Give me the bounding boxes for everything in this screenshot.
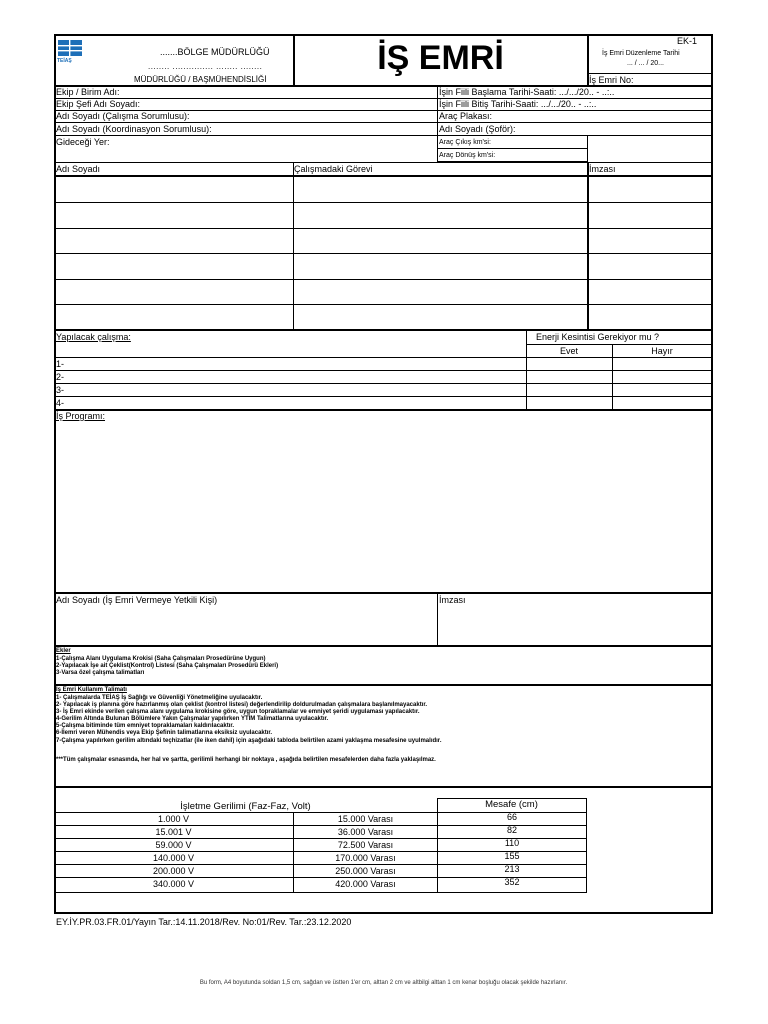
instruction-item: 2- Yapılacak iş planına göre hazırlanmış olan çeklist (kontrol listesi) değerlendirilip doldurulmadan çalışmalara başlanılmayacaktır. xyxy=(56,702,428,708)
energy-yes-label: Evet xyxy=(559,346,578,356)
form-border-right xyxy=(711,34,713,913)
work-item-2: 2- xyxy=(56,372,65,382)
start-datetime-label: İşin Fiili Başlama Tarihi-Saati: .../.../20.. - ..:.. xyxy=(439,87,615,97)
voltage-from: 140.000 V xyxy=(152,853,195,863)
team-col-name: Adı Soyadı xyxy=(56,164,101,174)
voltage-from: 59.000 V xyxy=(155,840,192,850)
instructions-label: İş Emri Kullanım Talimatı xyxy=(56,687,127,693)
team-row xyxy=(54,279,712,280)
distance-cm: 213 xyxy=(504,864,520,874)
instruction-item: 4-Gerilim Altında Bulunan Bölümlere Yakın Çalışmalar yapılırken YTİM Talimatlarına uyulacaktır. xyxy=(56,716,329,722)
vehicle-plate-label: Araç Plakası: xyxy=(439,111,493,121)
team-row xyxy=(54,304,712,305)
driver-name-label: Adı Soyadı (Şoför): xyxy=(439,124,516,134)
instruction-item: 5-Çalışma bitiminde tüm emniyet topraklamaları kaldırılacaktır. xyxy=(56,723,235,729)
km-out-label: Araç Çıkış km'si: xyxy=(439,139,491,146)
voltage-header: İşletme Gerilimi (Faz-Faz, Volt) xyxy=(180,801,311,812)
page-footer-note: Bu form, A4 boyutunda soldan 1,5 cm, sağdan ve üstten 1'er cm, alttan 2 cm ve altbilgi alttan 1 cm kenar boşluğu olacak şekilde hazırlanır. xyxy=(199,980,568,986)
header-no-line xyxy=(587,73,712,74)
team-col-sign: İmzası xyxy=(589,164,616,174)
attachment-item: 1-Çalışma Alanı Uygulama Krokisi (Saha Çalışmaları Prosedürüne Uygun) xyxy=(56,656,266,662)
team-unit-label: Ekip / Birim Adı: xyxy=(56,87,120,97)
voltage-to: 420.000 Varası xyxy=(335,879,396,889)
voltage-to: 36.000 Varası xyxy=(337,827,394,837)
org-dots: ........ ............... ........ ........ xyxy=(148,62,263,71)
date-label: İş Emri Düzenleme Tarihi xyxy=(602,50,680,57)
distance-cm: 352 xyxy=(504,877,520,887)
work-item-3: 3- xyxy=(56,385,65,395)
work-order-no-label: İş Emri No: xyxy=(589,75,634,85)
work-item-4: 4- xyxy=(56,398,65,408)
form-border-bottom xyxy=(54,912,713,914)
team-col-role: Çalışmadaki Görevi xyxy=(294,164,373,174)
team-row xyxy=(54,228,712,229)
attachment-item: 3-Varsa özel çalışma talimatları xyxy=(56,670,145,676)
authority-sign-label: İmzası xyxy=(439,595,466,605)
form-border-top xyxy=(54,34,713,36)
document-code: EY.İY.PR.03.FR.01/Yayın Tar.:14.11.2018/Rev. No:01/Rev. Tar.:23.12.2020 xyxy=(56,917,352,927)
info-divider xyxy=(437,86,438,162)
distance-header: Mesafe (cm) xyxy=(485,799,538,810)
coordination-responsible-label: Adı Soyadı (Koordinasyon Sorumlusu): xyxy=(56,124,212,134)
end-datetime-label: İşin Fiili Bitiş Tarihi-Saati: .../.../20.. - ..:.. xyxy=(439,99,597,109)
form-code: EK-1 xyxy=(677,36,698,46)
org-line-1: .......BÖLGE MÜDÜRLÜĞÜ xyxy=(160,47,270,57)
instruction-item: 7-Çalışma yapılırken gerilim altındaki teçhizatlar (ile iken dahil) için aşağıdaki tabloda belirtilen azami yaklaşma mesafesine uyulmalıdır. xyxy=(56,738,442,744)
destination-label: Gideceği Yer: xyxy=(56,137,110,147)
voltage-from: 1.000 V xyxy=(157,814,190,824)
program-label: İş Programı: xyxy=(56,411,106,421)
voltage-to: 250.000 Varası xyxy=(335,866,396,876)
logo-text: TEİAŞ xyxy=(57,58,72,64)
instruction-note: ***Tüm çalışmalar esnasında, her hal ve şartta, gerilimli herhangi bir noktaya , aşağıda belirtilen mesafelerden daha fazla yaklaşılmaz. xyxy=(56,757,436,763)
instruction-item: 6-İlemri veren Mühendis veya Ekip Şefinin talimatlarına eksiksiz uyulacaktır. xyxy=(56,730,273,736)
voltage-to: 15.000 Varası xyxy=(337,814,394,824)
voltage-from: 200.000 V xyxy=(152,866,195,876)
date-value: ... / ... / 20... xyxy=(627,60,664,67)
voltage-from: 15.001 V xyxy=(155,827,192,837)
distance-cm: 110 xyxy=(504,838,520,848)
work-item-1: 1- xyxy=(56,359,65,369)
page-title: İŞ EMRİ xyxy=(377,39,504,77)
work-responsible-label: Adı Soyadı (Çalışma Sorumlusu): xyxy=(56,111,190,121)
instruction-item: 1- Çalışmalarda TEİAŞ İş Sağlığı ve Güvenliği Yönetmeliğine uyulacaktır. xyxy=(56,695,263,701)
team-row xyxy=(54,253,712,254)
distance-cm: 82 xyxy=(506,825,517,835)
work-label: Yapılacak çalışma: xyxy=(56,332,131,342)
authority-name-label: Adı Soyadı (İş Emri Vermeye Yetkili Kişi) xyxy=(56,595,218,605)
distance-cm: 66 xyxy=(506,812,517,822)
attachments-label: Ekler xyxy=(56,648,71,654)
team-row xyxy=(54,202,712,203)
voltage-to: 170.000 Varası xyxy=(335,853,396,863)
energy-no-label: Hayır xyxy=(651,346,673,356)
team-chief-label: Ekip Şefi Adı Soyadı: xyxy=(56,99,141,109)
instruction-item: 3- İş Emri ekinde verilen çalışma alanı uygulama krokisine göre, uygun topraklamalar ve emniyet şeridi uygulaması yapılacaktır. xyxy=(56,709,420,715)
km-in-label: Araç Dönüş km'si: xyxy=(439,152,496,159)
voltage-to: 72.500 Varası xyxy=(337,840,394,850)
distance-cm: 155 xyxy=(504,851,520,861)
energy-question: Enerji Kesintisi Gerekiyor mu ? xyxy=(536,332,660,342)
org-line-2: MÜDÜRLÜĞÜ / BAŞMÜHENDİSLİĞİ xyxy=(134,75,267,84)
team-row xyxy=(54,329,712,331)
voltage-from: 340.000 V xyxy=(152,879,195,889)
attachment-item: 2-Yapılacak İşe ait Çeklist(Kontrol) Listesi (Saha Çalışmaları Prosedürü Ekleri) xyxy=(56,663,279,669)
